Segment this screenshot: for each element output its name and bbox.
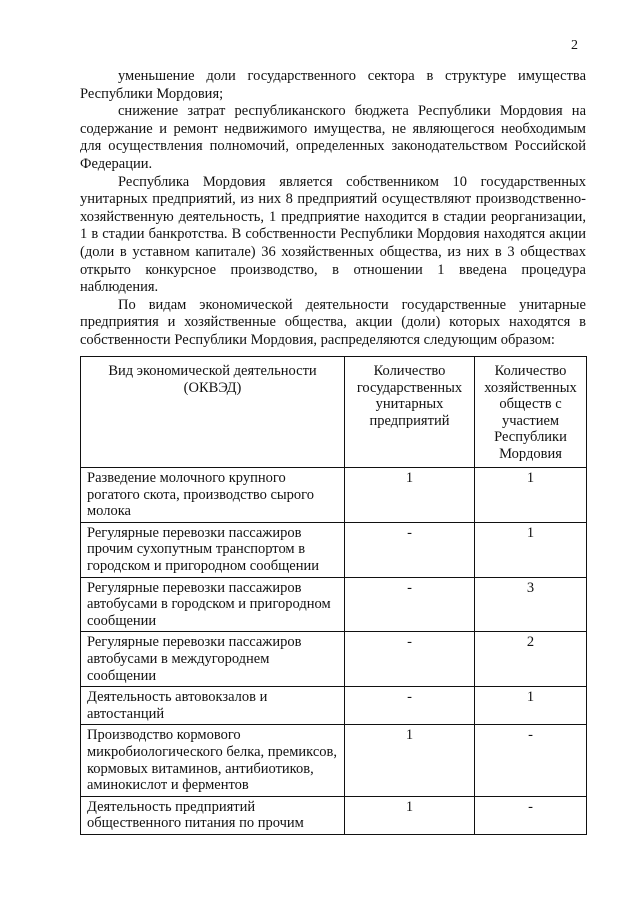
header-gup-count: Количество государственных унитарных предприятий [345,357,475,468]
header-companies-count: Количество хозяйственных обществ с участием Республики Мордовия [475,357,587,468]
paragraph: Республика Мордовия является собственником 10 государственных унитарных предприятий, из них 8 предприятий осуществляют производственно-хозяйственную деятельность, 1 предприятие находится в стадии реорганизации, 1 в стадии банкротства. В собственности Республики Мордовия находятся акции (доли в уставном капитале) 36 хозяйственных общества, из них в 3 обществах открыто конкурсное производство, в отношении 1 введена процедура наблюдения. [80,173,586,296]
gup-count: 1 [345,796,475,834]
companies-count: 1 [475,522,587,577]
companies-count: - [475,796,587,834]
table-row [81,468,587,523]
activity-kind: Разведение молочного крупного рогатого скота, производство сырого молока [81,468,345,523]
gup-count: 1 [345,468,475,523]
table-row [81,522,587,577]
gup-count: - [345,687,475,725]
companies-count: 1 [475,687,587,725]
table-row [81,577,587,632]
activity-table [80,356,587,835]
companies-count: 1 [475,468,587,523]
activity-kind: Регулярные перевозки пассажиров прочим сухопутным транспортом в городском и пригородном сообщении [81,522,345,577]
body-text [80,68,586,350]
paragraph: По видам экономической деятельности государственные унитарные предприятия и хозяйственные общества, акции (доли) которых находятся в собственности Республики Мордовия, распределяются следующим образом: [80,296,586,348]
activity-kind: Деятельность автовокзалов и автостанций [81,687,345,725]
page-number: 2 [571,38,578,53]
gup-count: - [345,577,475,632]
table-row [81,632,587,687]
companies-count: - [475,725,587,796]
companies-count: 3 [475,577,587,632]
activity-kind: Регулярные перевозки пассажиров автобусами в городском и пригородном сообщении [81,577,345,632]
activity-kind: Регулярные перевозки пассажиров автобусами в междугороднем сообщении [81,632,345,687]
table-row [81,687,587,725]
table-row [81,796,587,834]
paragraph: уменьшение доли государственного сектора в структуре имущества Республики Мордовия; [80,68,586,102]
paragraph: снижение затрат республиканского бюджета Республики Мордовия на содержание и ремонт недвижимого имущества, не являющегося необходимым для осуществления полномочий, определенных законодательством Российской Федерации. [80,103,586,172]
activity-kind: Деятельность предприятий общественного питания по прочим [81,796,345,834]
table-header-row [81,357,587,468]
activity-kind: Производство кормового микробиологического белка, премиксов, кормовых витаминов, антибиотиков, аминокислот и ферментов [81,725,345,796]
table-row [81,725,587,796]
gup-count: - [345,632,475,687]
gup-count: 1 [345,725,475,796]
companies-count: 2 [475,632,587,687]
gup-count: - [345,522,475,577]
header-activity-kind: Вид экономической деятельности (ОКВЭД) [81,357,345,468]
